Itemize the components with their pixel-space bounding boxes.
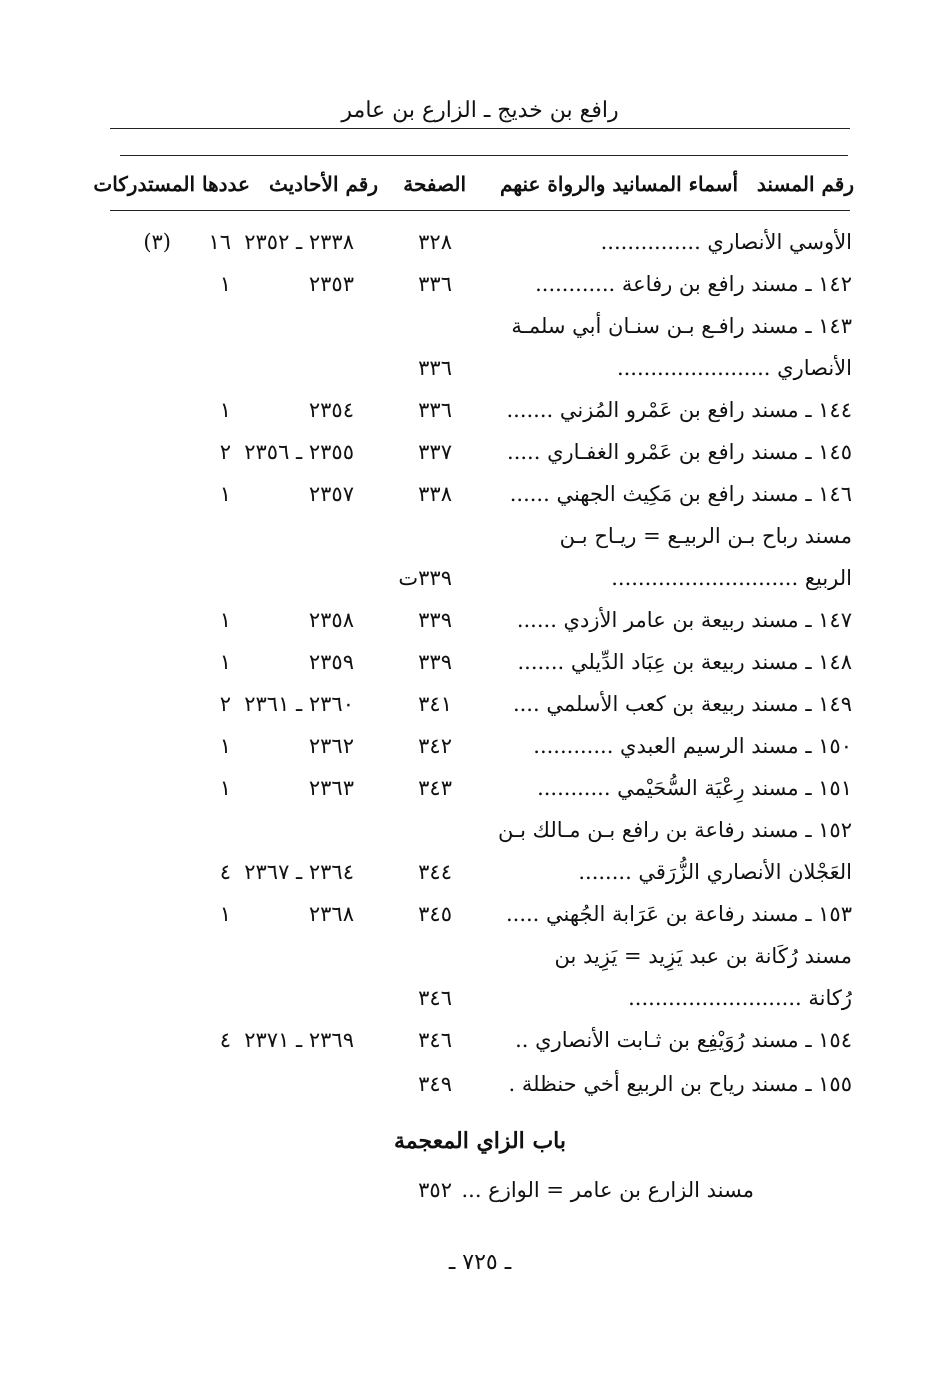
row-page: ٣٣٩ت xyxy=(398,566,452,590)
row-name: ١٤٨ ـ مسند ربيعة بن عِبَاد الدِّيلي ....... xyxy=(517,650,852,674)
row-hadith: ٢٣٦٣ xyxy=(308,776,354,800)
row-count: ١ xyxy=(219,734,231,758)
row-page: ٣٤٩ xyxy=(418,1072,452,1096)
row-name: ١٤٦ ـ مسند رافع بن مَكِيث الجهني ...... xyxy=(509,482,852,506)
row-name: ١٥٢ ـ مسند رفاعة بن رافع بـن مـالك بـن xyxy=(498,818,852,842)
row-page: ٣٣٦ xyxy=(418,356,452,380)
header-hadith: رقم الأحاديث xyxy=(268,172,378,196)
table-row xyxy=(0,482,946,522)
section-row-name: مسند الزارع بن عامر = الوازع ... xyxy=(461,1178,754,1202)
header-number: رقم المسند xyxy=(756,172,854,196)
row-name: مسند رباح بـن الربيـع = ريـاح بـن xyxy=(559,524,852,548)
row-name: الربيع ............................ xyxy=(611,566,852,590)
row-name: ١٥٥ ـ مسند رياح بن الربيع أخي حنظلة . xyxy=(508,1072,852,1096)
table-row xyxy=(0,230,946,270)
table-row xyxy=(0,776,946,816)
row-page: ٣٤٣ xyxy=(418,776,452,800)
row-page: ٣٤٢ xyxy=(418,734,452,758)
row-name: رُكانة .......................... xyxy=(628,986,852,1010)
table-row xyxy=(0,272,946,312)
row-hadith: ٢٣٦٩ ـ ٢٣٧١ xyxy=(244,1028,354,1052)
section-row-page: ٣٥٢ xyxy=(418,1178,452,1202)
row-hadith: ٢٣٦٤ ـ ٢٣٦٧ xyxy=(244,860,354,884)
header-names: أسماء المسانيد والرواة عنهم xyxy=(499,172,738,196)
row-name: ١٤٧ ـ مسند ربيعة بن عامر الأزدي ...... xyxy=(516,608,852,632)
row-page: ٣٣٨ xyxy=(418,482,452,506)
row-hadith: ٢٣٦٨ xyxy=(308,902,354,926)
row-name: الأنصاري ....................... xyxy=(616,356,852,380)
row-page: ٣٤١ xyxy=(418,692,452,716)
row-hadith: ٢٣٣٨ ـ ٢٣٥٢ xyxy=(244,230,354,254)
table-row xyxy=(0,398,946,438)
table-row xyxy=(0,650,946,690)
row-page: ٣٢٨ xyxy=(418,230,452,254)
row-name: ١٤٢ ـ مسند رافع بن رفاعة ............ xyxy=(535,272,852,296)
row-name: ١٥٠ ـ مسند الرسيم العبدي ............ xyxy=(533,734,852,758)
row-count: ٤ xyxy=(219,860,231,884)
row-hadith: ٢٣٥٨ xyxy=(308,608,354,632)
row-bracket: (٣) xyxy=(143,230,171,254)
row-page: ٣٣٦ xyxy=(418,398,452,422)
row-count: ١٦ xyxy=(208,230,231,254)
row-name: ١٤٥ ـ مسند رافع بن عَمْرو الغفـاري ..... xyxy=(507,440,852,464)
row-count: ١ xyxy=(219,902,231,926)
row-name: ١٥١ ـ مسند رِعْيَة السُّحَيْمي ........... xyxy=(537,776,852,800)
section-title: باب الزاي المعجمة xyxy=(393,1128,566,1154)
row-page: ٣٤٦ xyxy=(418,986,452,1010)
table-row xyxy=(0,608,946,648)
row-hadith: ٢٣٦٠ ـ ٢٣٦١ xyxy=(244,692,354,716)
row-page: ٣٣٩ xyxy=(418,608,452,632)
table-row xyxy=(0,986,946,1026)
table-row xyxy=(0,314,946,354)
table-row xyxy=(0,1028,946,1068)
row-count: ١ xyxy=(219,650,231,674)
row-hadith: ٢٣٥٣ xyxy=(308,272,354,296)
table-row xyxy=(0,860,946,900)
table-row xyxy=(0,692,946,732)
row-name: ١٥٣ ـ مسند رفاعة بن عَرَابة الجُهني ..... xyxy=(505,902,852,926)
table-row xyxy=(0,734,946,774)
row-count: ٢ xyxy=(219,692,231,716)
row-name: ١٤٩ ـ مسند ربيعة بن كعب الأسلمي .... xyxy=(512,692,852,716)
row-name: العَجْلان الأنصاري الزُّرَقي ........ xyxy=(578,860,852,884)
row-hadith: ٢٣٥٥ ـ ٢٣٥٦ xyxy=(244,440,354,464)
second-rule xyxy=(120,155,848,156)
row-name: ١٤٣ ـ مسند رافـع بـن سنـان أبي سلمـة xyxy=(511,314,852,338)
row-count: ١ xyxy=(219,608,231,632)
table-row xyxy=(0,1072,946,1112)
row-page: ٣٣٩ xyxy=(418,650,452,674)
row-hadith: ٢٣٥٤ xyxy=(308,398,354,422)
row-hadith: ٢٣٦٢ xyxy=(308,734,354,758)
table-row xyxy=(0,356,946,396)
table-row xyxy=(0,566,946,606)
row-count: ١ xyxy=(219,398,231,422)
table-row xyxy=(0,902,946,942)
page-number: ـ ٧٢٥ ـ xyxy=(448,1250,512,1275)
row-page: ٣٤٥ xyxy=(418,902,452,926)
row-count: ١ xyxy=(219,482,231,506)
top-rule xyxy=(110,128,850,129)
table-row xyxy=(0,944,946,984)
header-page: الصفحة xyxy=(403,172,466,196)
row-name: ١٤٤ ـ مسند رافع بن عَمْرو المُزني ....... xyxy=(506,398,852,422)
row-page: ٣٤٤ xyxy=(418,860,452,884)
row-count: ١ xyxy=(219,272,231,296)
row-count: ١ xyxy=(219,776,231,800)
row-page: ٣٣٧ xyxy=(418,440,452,464)
row-page: ٣٤٦ xyxy=(418,1028,452,1052)
row-count: ٢ xyxy=(219,440,231,464)
table-row xyxy=(0,818,946,858)
row-page: ٣٣٦ xyxy=(418,272,452,296)
header-count: عددها المستدركات xyxy=(93,172,250,196)
row-count: ٤ xyxy=(219,1028,231,1052)
row-name: الأوسي الأنصاري ............... xyxy=(600,230,852,254)
table-row xyxy=(0,524,946,564)
header-rule xyxy=(110,210,850,211)
row-hadith: ٢٣٥٩ xyxy=(308,650,354,674)
table-row xyxy=(0,440,946,480)
row-name: ١٥٤ ـ مسند رُوَيْفِع بن ثـابت الأنصاري .. xyxy=(515,1028,852,1052)
section-row xyxy=(0,1178,946,1218)
row-hadith: ٢٣٥٧ xyxy=(308,482,354,506)
row-name: مسند رُكَانة بن عبد يَزِيد = يَزِيد بن xyxy=(554,944,852,968)
running-head: رافع بن خديج ـ الزارع بن عامر xyxy=(341,98,619,123)
